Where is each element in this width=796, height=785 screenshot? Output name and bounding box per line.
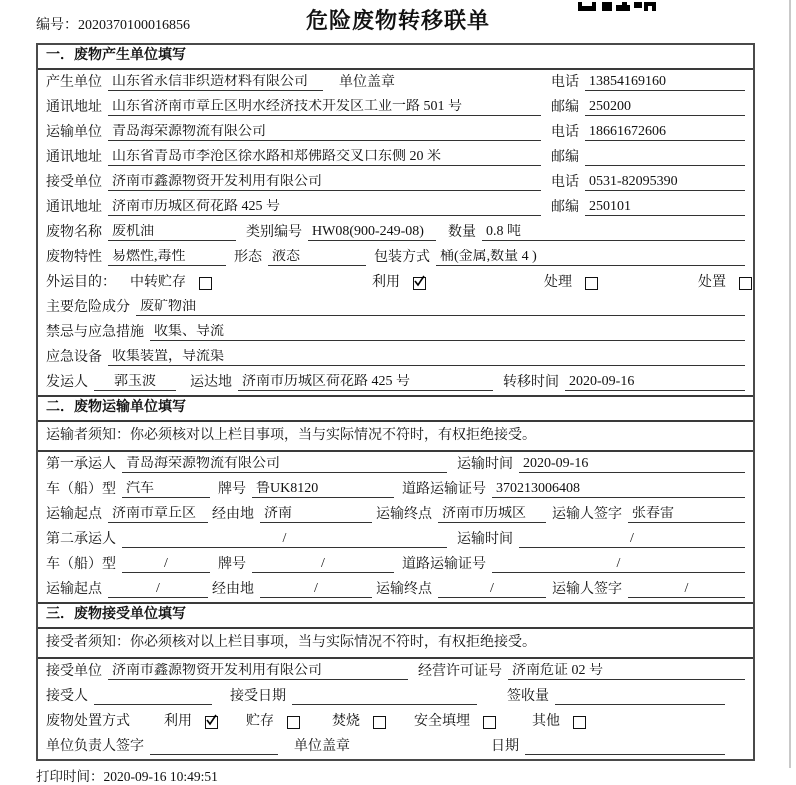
checkbox-icon xyxy=(573,716,586,729)
row-receiver-sign xyxy=(38,684,753,709)
field-value: 370213006408 xyxy=(492,481,745,498)
field-label: 主要危险成分 xyxy=(46,300,130,315)
field-value: 青岛海荣源物流有限公司 xyxy=(108,124,541,141)
field-label: 外运目的： xyxy=(46,275,116,290)
row-second-carrier xyxy=(38,527,753,552)
notice-text: 你必须核对以上栏目事项，当与实际情况不符时，有权拒绝接受。 xyxy=(130,635,536,650)
field-value: 18661672606 xyxy=(585,124,745,141)
row-transporter xyxy=(38,120,753,145)
field-label: 邮编 xyxy=(551,100,579,115)
checkbox-transfer-storage xyxy=(130,275,212,291)
checkbox-icon xyxy=(199,277,212,290)
field-label: 牌号 xyxy=(218,557,246,572)
field-label: 电话 xyxy=(551,175,579,190)
checkbox-label: 贮存 xyxy=(246,714,274,729)
field-label: 日期 xyxy=(491,739,519,754)
field-value: 济南市历城区荷花路 425 号 xyxy=(108,199,541,216)
row-responsible-sign xyxy=(38,734,753,759)
row-producer xyxy=(38,70,753,95)
field-label: 运输起点 xyxy=(46,582,102,597)
row-consignor xyxy=(38,370,753,395)
field-label: 车（船）型 xyxy=(46,482,116,497)
field-label: 废物处置方式 xyxy=(46,714,130,729)
field-value xyxy=(525,739,725,755)
checkbox-icon xyxy=(205,716,218,729)
field-value: 济南市鑫源物资开发利用有限公司 xyxy=(108,174,541,191)
field-label: 运输单位 xyxy=(46,125,102,140)
field-label: 发运人 xyxy=(46,375,88,390)
row-waste-name xyxy=(38,220,753,245)
field-value: 济南市鑫源物资开发利用有限公司 xyxy=(108,663,408,680)
field-label: 电话 xyxy=(551,125,579,140)
field-value: 2020-09-16 xyxy=(565,374,745,391)
field-label: 接受人 xyxy=(46,689,88,704)
section-2-header: 二．废物运输单位填写 xyxy=(38,395,753,422)
field-value: / xyxy=(122,531,447,548)
checkbox-label: 焚烧 xyxy=(332,714,360,729)
field-label: 第一承运人 xyxy=(46,457,116,472)
field-label: 经由地 xyxy=(212,507,254,522)
notice-label: 接受者须知： xyxy=(46,635,130,650)
row-emergency-measures xyxy=(38,320,753,345)
field-label: 通讯地址 xyxy=(46,150,102,165)
field-value: 济南市历城区荷花路 425 号 xyxy=(238,374,493,391)
field-value: / xyxy=(122,556,210,573)
field-value xyxy=(150,739,278,755)
field-label: 废物特性 xyxy=(46,250,102,265)
transporter-notice xyxy=(38,422,753,452)
notice-text: 你必须核对以上栏目事项，当与实际情况不符时，有权拒绝接受。 xyxy=(130,428,536,443)
field-value: 郭玉波 xyxy=(94,374,176,391)
field-label: 应急设备 xyxy=(46,350,102,365)
page-edge-line xyxy=(789,0,791,768)
field-value: 山东省济南市章丘区明水经济技术开发区工业一路 501 号 xyxy=(108,99,541,116)
qr-code-fragment-icon xyxy=(578,0,656,9)
field-value: / xyxy=(108,581,208,598)
field-value: / xyxy=(252,556,394,573)
field-label: 包装方式 xyxy=(374,250,430,265)
row-waste-property xyxy=(38,245,753,270)
checkbox-icon xyxy=(483,716,496,729)
serial-label: 编号： xyxy=(36,18,78,33)
field-value: 张春雷 xyxy=(628,506,745,523)
field-value: 0531-82095390 xyxy=(585,174,745,191)
row-hazard-components xyxy=(38,295,753,320)
field-value: 济南 xyxy=(260,506,372,523)
field-value: 收集、导流 xyxy=(150,324,745,341)
checkbox-label: 安全填埋 xyxy=(414,714,470,729)
checkbox-label: 利用 xyxy=(164,714,192,729)
field-value: 济南市历城区 xyxy=(438,506,546,523)
receiver-notice xyxy=(38,629,753,659)
field-label: 道路运输证号 xyxy=(402,557,486,572)
row-vehicle-1 xyxy=(38,477,753,502)
field-label: 邮编 xyxy=(551,150,579,165)
field-label: 废物名称 xyxy=(46,225,102,240)
field-value: / xyxy=(628,581,745,598)
checkbox-label: 处置 xyxy=(698,275,726,290)
field-value: 桶(金属,数量 4 ) xyxy=(436,249,745,266)
field-value: 液态 xyxy=(268,249,366,266)
row-transporter-address xyxy=(38,145,753,170)
row-route-2 xyxy=(38,577,753,602)
field-label: 数量 xyxy=(448,225,476,240)
field-label: 牌号 xyxy=(218,482,246,497)
field-value: 废机油 xyxy=(108,224,236,241)
field-value xyxy=(555,689,725,705)
checkbox-icon xyxy=(585,277,598,290)
field-label: 签收量 xyxy=(507,689,549,704)
field-value: 鲁UK8120 xyxy=(252,481,394,498)
page-title: 危险废物转移联单 xyxy=(305,8,490,33)
field-value: 250101 xyxy=(585,199,745,216)
field-value: 250200 xyxy=(585,99,745,116)
field-label: 接受单位 xyxy=(46,175,102,190)
field-label: 产生单位 xyxy=(46,75,102,90)
field-value: 汽车 xyxy=(122,481,210,498)
field-value xyxy=(292,689,477,705)
field-value: 易燃性,毒性 xyxy=(108,249,226,266)
field-label: 禁忌与应急措施 xyxy=(46,325,144,340)
field-value: 山东省永信非织造材料有限公司 xyxy=(108,74,323,91)
field-label: 运输终点 xyxy=(376,507,432,522)
field-label: 单位盖章 xyxy=(294,739,350,754)
field-value: / xyxy=(260,581,372,598)
field-label: 经由地 xyxy=(212,582,254,597)
field-value: 山东省青岛市李沧区徐水路和郑佛路交叉口东侧 20 米 xyxy=(108,149,541,166)
row-transfer-purpose xyxy=(38,270,753,295)
checkbox-dispose xyxy=(698,275,752,291)
field-label: 类别编号 xyxy=(246,225,302,240)
field-label: 第二承运人 xyxy=(46,532,116,547)
field-label: 运达地 xyxy=(190,375,232,390)
checkbox-other xyxy=(532,714,586,730)
field-label: 电话 xyxy=(551,75,579,90)
field-value: 青岛海荣源物流有限公司 xyxy=(122,456,447,473)
field-value: / xyxy=(438,581,546,598)
field-label: 运输时间 xyxy=(457,532,513,547)
checkbox-treat xyxy=(544,275,598,291)
row-first-carrier xyxy=(38,452,753,477)
row-producer-address xyxy=(38,95,753,120)
field-label: 单位负责人签字 xyxy=(46,739,144,754)
checkbox-label: 处理 xyxy=(544,275,572,290)
field-value: 济南市章丘区 xyxy=(108,506,208,523)
field-label: 单位盖章 xyxy=(339,75,395,90)
row-receiving-unit xyxy=(38,659,753,684)
field-label: 车（船）型 xyxy=(46,557,116,572)
checkbox-label: 其他 xyxy=(532,714,560,729)
field-value: 济南危证 02 号 xyxy=(508,663,745,680)
field-value: 0.8 吨 xyxy=(482,224,745,241)
print-time xyxy=(36,765,796,785)
document-header xyxy=(0,0,796,43)
field-label: 通讯地址 xyxy=(46,100,102,115)
field-label: 接受单位 xyxy=(46,664,102,679)
notice-label: 运输者须知： xyxy=(46,428,130,443)
checkbox-incinerate xyxy=(332,714,386,730)
checkbox-icon xyxy=(287,716,300,729)
row-vehicle-2 xyxy=(38,552,753,577)
checkbox-label: 利用 xyxy=(372,275,400,290)
field-label: 运输人签字 xyxy=(552,507,622,522)
field-value: 13854169160 xyxy=(585,74,745,91)
checkbox-icon xyxy=(413,277,426,290)
field-value: / xyxy=(519,531,745,548)
field-label: 运输起点 xyxy=(46,507,102,522)
field-label: 通讯地址 xyxy=(46,200,102,215)
row-receiver xyxy=(38,170,753,195)
field-label: 转移时间 xyxy=(503,375,559,390)
section-1-header: 一．废物产生单位填写 xyxy=(38,45,753,70)
section-3-header: 三．废物接受单位填写 xyxy=(38,602,753,629)
field-value: 2020-09-16 xyxy=(519,456,745,473)
row-receiver-address xyxy=(38,195,753,220)
row-emergency-equipment xyxy=(38,345,753,370)
field-value: 废矿物油 xyxy=(136,299,745,316)
field-label: 道路运输证号 xyxy=(402,482,486,497)
print-time-label: 打印时间： xyxy=(36,769,104,784)
checkbox-label: 中转贮存 xyxy=(130,275,186,290)
field-value xyxy=(94,689,212,705)
field-value xyxy=(585,150,745,166)
serial-value: 2020370100016856 xyxy=(78,18,190,33)
checkbox-utilize xyxy=(164,714,218,730)
checkbox-landfill xyxy=(414,714,496,730)
field-label: 运输人签字 xyxy=(552,582,622,597)
field-label: 形态 xyxy=(234,250,262,265)
field-label: 接受日期 xyxy=(230,689,286,704)
checkbox-store xyxy=(246,714,300,730)
checkbox-utilize xyxy=(372,275,426,291)
field-label: 经营许可证号 xyxy=(418,664,502,679)
checkbox-icon xyxy=(373,716,386,729)
field-value: / xyxy=(492,556,745,573)
manifest-form xyxy=(36,43,755,761)
field-value: HW08(900-249-08) xyxy=(308,224,436,241)
print-time-value: 2020-09-16 10:49:51 xyxy=(103,769,218,784)
field-label: 运输时间 xyxy=(457,457,513,472)
checkbox-icon xyxy=(739,277,752,290)
field-value: 收集装置，导流渠 xyxy=(108,349,745,366)
row-route-1 xyxy=(38,502,753,527)
field-label: 邮编 xyxy=(551,200,579,215)
field-label: 运输终点 xyxy=(376,582,432,597)
row-disposal-method xyxy=(38,709,753,734)
